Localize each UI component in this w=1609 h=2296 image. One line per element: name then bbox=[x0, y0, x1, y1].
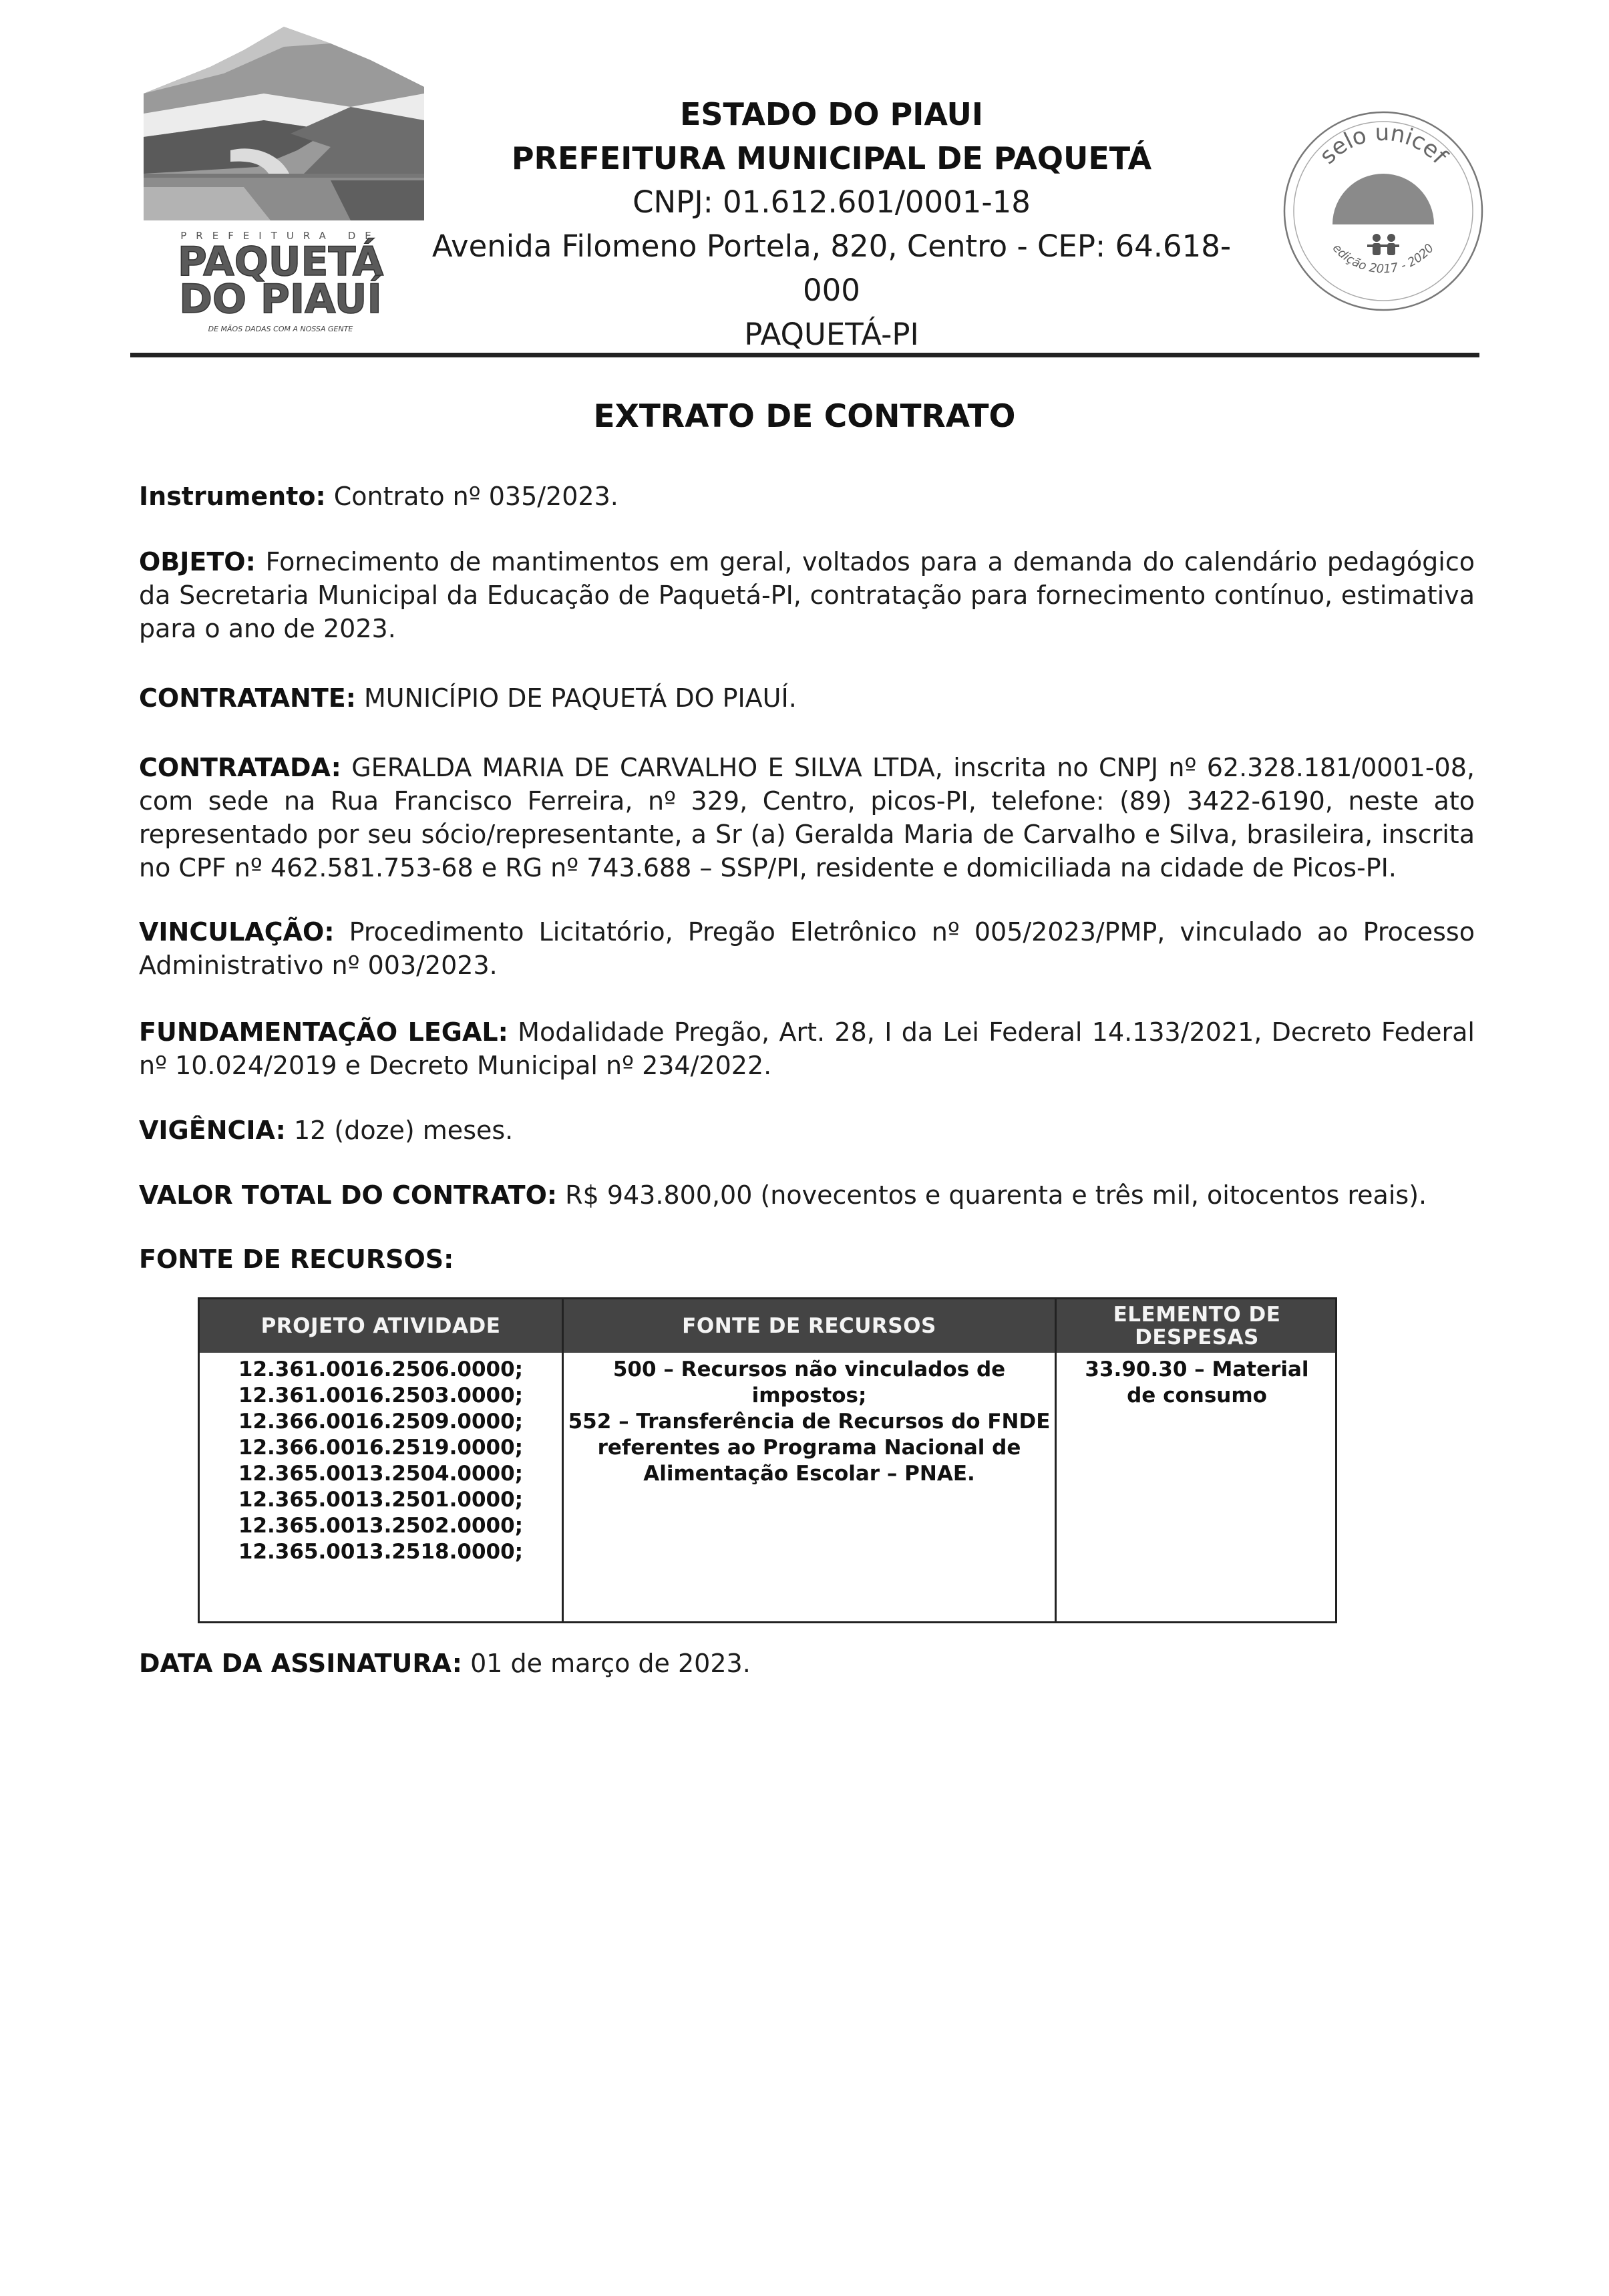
projeto-line: 12.365.0013.2501.0000; bbox=[238, 1488, 524, 1512]
contratada-label: CONTRATADA: bbox=[139, 753, 341, 782]
seal-top-text: selo unicef bbox=[1314, 119, 1453, 170]
projeto-line: 12.365.0013.2504.0000; bbox=[238, 1462, 524, 1486]
fonte-recursos-heading bbox=[139, 1243, 1475, 1276]
objeto-paragraph bbox=[139, 545, 1475, 645]
city-line: PAQUETÁ-PI bbox=[744, 317, 919, 352]
instrumento-label: Instrumento: bbox=[139, 482, 326, 511]
instrumento-value: Contrato nº 035/2023. bbox=[333, 482, 618, 511]
fonte-line: Alimentação Escolar – PNAE. bbox=[643, 1462, 975, 1486]
funding-table bbox=[198, 1297, 1337, 1623]
fundamentacao-value: Modalidade Pregão, Art. 28, I da Lei Federal 14.133/2021, Decreto Federal nº 10.024/2019 e Decreto Municipal nº 234/2022. bbox=[139, 1017, 1475, 1080]
vigencia-value: 12 (doze) meses. bbox=[293, 1116, 514, 1145]
projeto-line: 12.361.0016.2506.0000; bbox=[238, 1357, 524, 1381]
contratada-value: GERALDA MARIA DE CARVALHO E SILVA LTDA, inscrita no CNPJ nº 62.328.181/0001-08, com sede na Rua Francisco Ferreira, nº 329, Centro, picos-PI, telefone: (89) 3422-6190, neste ato representado por seu sócio/representante, a Sr (a) Geralda Maria de Carvalho e Silva, brasileira, inscrita no CPF nº 462.581.753-68 e RG nº 743.688 – SSP/PI, residente e domiciliada na cidade de Picos-PI. bbox=[139, 753, 1475, 882]
valor-total-value: R$ 943.800,00 (novecentos e quarenta e três mil, oitocentos reais). bbox=[565, 1180, 1427, 1210]
fundamentacao-paragraph bbox=[139, 1015, 1475, 1082]
header-projeto: PROJETO ATIVIDADE bbox=[260, 1314, 501, 1338]
projeto-line: 12.366.0016.2519.0000; bbox=[238, 1436, 524, 1460]
address-line: Avenida Filomeno Portela, 820, Centro - CEP: 64.618-000 bbox=[431, 228, 1232, 308]
children-icon bbox=[1367, 234, 1399, 255]
objeto-label: OBJETO: bbox=[139, 547, 256, 577]
table-divider bbox=[1055, 1299, 1057, 1621]
fonte-line: 500 – Recursos não vinculados de bbox=[612, 1357, 1006, 1381]
projeto-line: 12.361.0016.2503.0000; bbox=[238, 1383, 524, 1408]
contratante-label: CONTRATANTE: bbox=[139, 683, 356, 713]
data-assinatura-paragraph bbox=[139, 1647, 1475, 1680]
objeto-value: Fornecimento de mantimentos em geral, voltados para a demanda do calendário pedagógico da Secretaria Municipal da Educação de Paquetá-PI, contratação para fornecimento contínuo, estimativa para o ano de 2023. bbox=[139, 547, 1475, 643]
logo-tagline: DE MÃOS DADAS COM A NOSSA GENTE bbox=[208, 325, 353, 333]
contratante-value: MUNICÍPIO DE PAQUETÁ DO PIAUÍ. bbox=[364, 683, 797, 713]
elemento-line: 33.90.30 – Material bbox=[1085, 1357, 1309, 1381]
unicef-seal-icon bbox=[1279, 107, 1487, 315]
state-name: ESTADO DO PIAUI bbox=[679, 96, 984, 132]
vinculacao-value: Procedimento Licitatório, Pregão Eletrônico nº 005/2023/PMP, vinculado ao Processo Administrativo nº 003/2023. bbox=[139, 917, 1475, 980]
fonte-recursos-label: FONTE DE RECURSOS: bbox=[139, 1245, 454, 1274]
data-assinatura-label: DATA DA ASSINATURA: bbox=[139, 1649, 462, 1678]
valor-total-paragraph bbox=[139, 1178, 1475, 1212]
logo-name-line1: PAQUETÁ bbox=[177, 238, 384, 285]
vinculacao-label: VINCULAÇÃO: bbox=[139, 917, 335, 947]
fundamentacao-label: FUNDAMENTAÇÃO LEGAL: bbox=[139, 1017, 508, 1047]
vigencia-label: VIGÊNCIA: bbox=[139, 1116, 286, 1145]
header-elemento: ELEMENTO DE DESPESAS bbox=[1113, 1303, 1281, 1349]
table-header-row bbox=[200, 1299, 1335, 1353]
projeto-line: 12.365.0013.2518.0000; bbox=[238, 1540, 524, 1564]
vinculacao-paragraph bbox=[139, 915, 1475, 982]
document-title: EXTRATO DE CONTRATO bbox=[593, 398, 1016, 435]
projeto-line: 12.366.0016.2509.0000; bbox=[238, 1410, 524, 1434]
header-fonte: FONTE DE RECURSOS bbox=[682, 1314, 936, 1338]
instrumento-paragraph bbox=[139, 480, 1475, 513]
header-text bbox=[427, 92, 1236, 357]
contratante-paragraph bbox=[139, 681, 1475, 715]
fonte-line: impostos; bbox=[751, 1383, 867, 1408]
cnpj-line: CNPJ: 01.612.601/0001-18 bbox=[633, 184, 1031, 220]
data-assinatura-value: 01 de março de 2023. bbox=[470, 1649, 751, 1678]
projetos-cell bbox=[200, 1357, 562, 1565]
logo-name-line2: DO PIAUÍ bbox=[179, 276, 382, 323]
logo-top-text: PREFEITURA DE bbox=[180, 230, 381, 242]
vigencia-paragraph bbox=[139, 1114, 1475, 1147]
elementos-cell bbox=[1057, 1357, 1337, 1409]
seal-bottom-text: edição 2017 - 2020 bbox=[1329, 241, 1437, 277]
projeto-line: 12.365.0013.2502.0000; bbox=[238, 1514, 524, 1538]
contratada-paragraph bbox=[139, 751, 1475, 884]
fonte-line: referentes ao Programa Nacional de bbox=[597, 1436, 1021, 1460]
prefeitura-name: PREFEITURA MUNICIPAL DE PAQUETÁ bbox=[511, 140, 1152, 176]
valor-total-label: VALOR TOTAL DO CONTRATO: bbox=[139, 1180, 558, 1210]
fonte-line: 552 – Transferência de Recursos do FNDE bbox=[568, 1410, 1051, 1434]
elemento-line: de consumo bbox=[1127, 1383, 1267, 1408]
prefeitura-logo bbox=[130, 20, 431, 341]
header-divider bbox=[130, 353, 1479, 357]
fontes-cell bbox=[564, 1357, 1055, 1487]
